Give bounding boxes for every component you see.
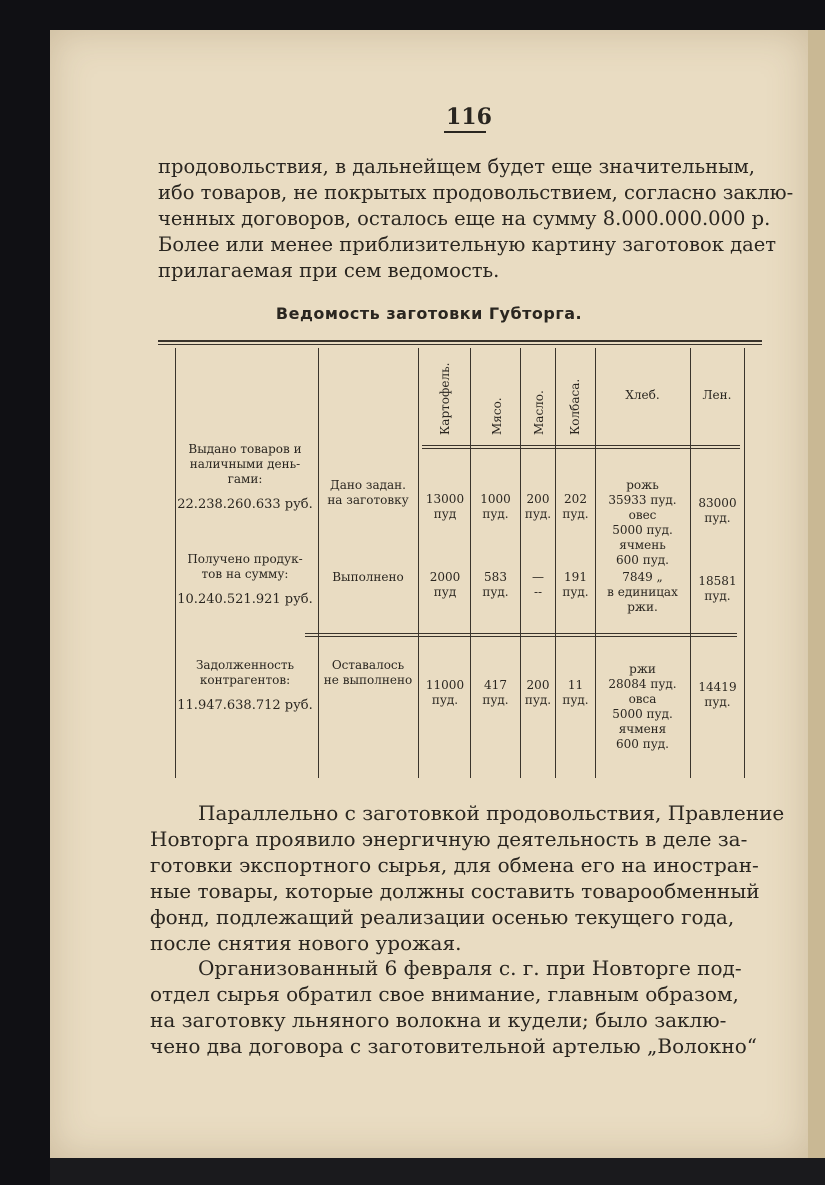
value: 11 (567, 678, 584, 692)
row3-flax (691, 680, 744, 710)
unit: пуд. (482, 585, 509, 599)
text (175, 487, 315, 497)
text: ячмень (619, 538, 666, 552)
value: 200 (526, 492, 550, 506)
text-line: Организованный 6 февраля с. г. при Новторге под- (198, 956, 742, 980)
table-vrule (418, 348, 419, 778)
unit: пуд. (562, 585, 589, 599)
text: рожь (626, 478, 659, 492)
table-top-rule (158, 340, 762, 342)
text: 35933 пуд. (608, 493, 677, 507)
row3-meat (471, 678, 520, 708)
text-line: фонд, подлежащий реализации осенью текущего года, (150, 905, 735, 929)
amount: 22.238.260.633 руб. (177, 497, 313, 512)
unit: пуд. (704, 511, 731, 525)
unit: пуд. (482, 693, 509, 707)
text-line: на заготовку льняного волокна и кудели; было заклю- (150, 1008, 727, 1032)
unit: пуд (433, 585, 457, 599)
row1-flax (691, 496, 744, 526)
unit: -- (533, 585, 543, 599)
table-vrule (520, 348, 521, 778)
amount: 11.947.638.712 руб. (177, 698, 313, 713)
text-line: ибо товаров, не покрытых продовольствием, согласно заклю- (158, 181, 794, 204)
text: овса (628, 692, 657, 706)
text: 600 пуд. (616, 737, 669, 751)
adjacent-page-edge (808, 30, 825, 1185)
value: — (532, 570, 544, 584)
row1-meat (471, 492, 520, 522)
row2-label (318, 570, 418, 585)
value: 13000 (425, 492, 465, 506)
row3-bread (595, 662, 690, 752)
table-title: Ведомость заготовки Губторга. (275, 304, 583, 323)
scan-background (50, 1158, 825, 1185)
text: в единицах (607, 585, 678, 599)
header-sausage: Колбаса. (568, 378, 582, 435)
value: 191 (564, 570, 587, 584)
value: 2000 (429, 570, 461, 584)
text: не выполнено (323, 673, 413, 687)
row3-butter (521, 678, 555, 708)
paragraph-2 (150, 800, 785, 956)
paragraph-3 (150, 955, 770, 1059)
row2-meat (471, 570, 520, 600)
row2-flax (691, 574, 744, 604)
text-line: после снятия нового урожая. (150, 931, 462, 955)
table-vrule (470, 348, 471, 778)
header-meat: Мясо. (490, 397, 504, 435)
header-bread: Хлеб. (625, 388, 660, 402)
text-line: Новторга проявило энергичную деятельность в деле за- (150, 827, 748, 851)
row1-bread (595, 478, 690, 568)
value: 83000 (698, 496, 737, 510)
table-vrule (690, 348, 691, 778)
value: 417 (484, 678, 507, 692)
text-line: отдел сырья обратил свое внимание, главным образом, (150, 982, 739, 1006)
value: 200 (526, 678, 550, 692)
value: 583 (484, 570, 507, 584)
row1-potatoes (420, 492, 470, 522)
header-potatoes: Картофель. (438, 362, 452, 435)
unit: пуд. (562, 693, 589, 707)
text: наличными день- (189, 457, 301, 471)
text-line: ные товары, которые должны составить товарообменный (150, 879, 760, 903)
header-butter: Масло. (532, 390, 546, 435)
unit: пуд. (524, 507, 552, 521)
table-vrule (555, 348, 556, 778)
row2-potatoes (420, 570, 470, 600)
text: Дано задан. (329, 478, 406, 492)
row2-sausage (556, 570, 595, 600)
row1-left (175, 442, 315, 512)
text (175, 688, 315, 698)
text: 7849 „ (622, 570, 663, 584)
text: ржи (629, 662, 656, 676)
row3-potatoes (420, 678, 470, 708)
text: Выполнено (332, 570, 404, 584)
text-line: чено два договора с заготовительной артелью „Волокно“ (150, 1034, 757, 1058)
unit: пуд. (562, 507, 589, 521)
value: 202 (564, 492, 587, 506)
value: 14419 (698, 680, 737, 694)
row-rule (305, 633, 737, 634)
text: 5000 пуд. (612, 707, 673, 721)
text (175, 582, 315, 592)
row2-butter (521, 570, 555, 600)
page-number-underline (444, 131, 486, 133)
text: Оставалось (331, 658, 405, 672)
row1-sausage (556, 492, 595, 522)
table-vrule (744, 348, 745, 778)
text-line: ченных договоров, осталось еще на сумму 8.000.000.000 р. (158, 207, 771, 230)
unit: пуд. (704, 695, 731, 709)
header-rule (422, 445, 740, 446)
text: контрагентов: (199, 673, 291, 687)
unit: пуд. (704, 589, 731, 603)
header-rule (422, 448, 740, 449)
row-rule (305, 636, 737, 637)
amount: 10.240.521.921 руб. (177, 592, 313, 607)
text-line: готовки экспортного сырья, для обмена его на иностран- (150, 853, 759, 877)
unit: пуд (433, 507, 457, 521)
value: 18581 (698, 574, 737, 588)
text: Получено продук- (187, 552, 303, 566)
text: 5000 пуд. (612, 523, 673, 537)
text: гами: (227, 472, 263, 486)
text: Выдано товаров и (188, 442, 302, 456)
row3-left (175, 658, 315, 713)
unit: пуд. (431, 693, 459, 707)
table-vrule (318, 348, 319, 778)
text: 600 пуд. (616, 553, 669, 567)
text-line: Более или менее приблизительную картину заготовок дает (158, 233, 777, 256)
text: ячменя (618, 722, 667, 736)
table-top-rule-thin (158, 344, 762, 345)
text: тов на сумму: (201, 567, 289, 581)
row3-label (318, 658, 418, 688)
text: овес (628, 508, 657, 522)
unit: пуд. (482, 507, 509, 521)
row2-left (175, 552, 315, 607)
page-number: 116 (446, 104, 492, 130)
header-flax: Лен. (702, 388, 732, 402)
book-page (50, 30, 808, 1158)
row1-butter (521, 492, 555, 522)
text: на заготовку (327, 493, 409, 507)
text-line: продовольствия, в дальнейщем будет еще значительным, (158, 155, 755, 178)
text-line: Параллельно с заготовкой продовольствия, Правление (198, 801, 785, 825)
paragraph-1 (158, 154, 794, 284)
value: 1000 (480, 492, 511, 506)
row3-sausage (556, 678, 595, 708)
unit: пуд. (524, 693, 552, 707)
value: 11000 (425, 678, 465, 692)
row2-bread (595, 570, 690, 615)
text-line: прилагаемая при сем ведомость. (158, 259, 500, 282)
text: 28084 пуд. (608, 677, 677, 691)
text: ржи. (627, 600, 658, 614)
text: Задолженность (195, 658, 295, 672)
row1-label (318, 478, 418, 508)
